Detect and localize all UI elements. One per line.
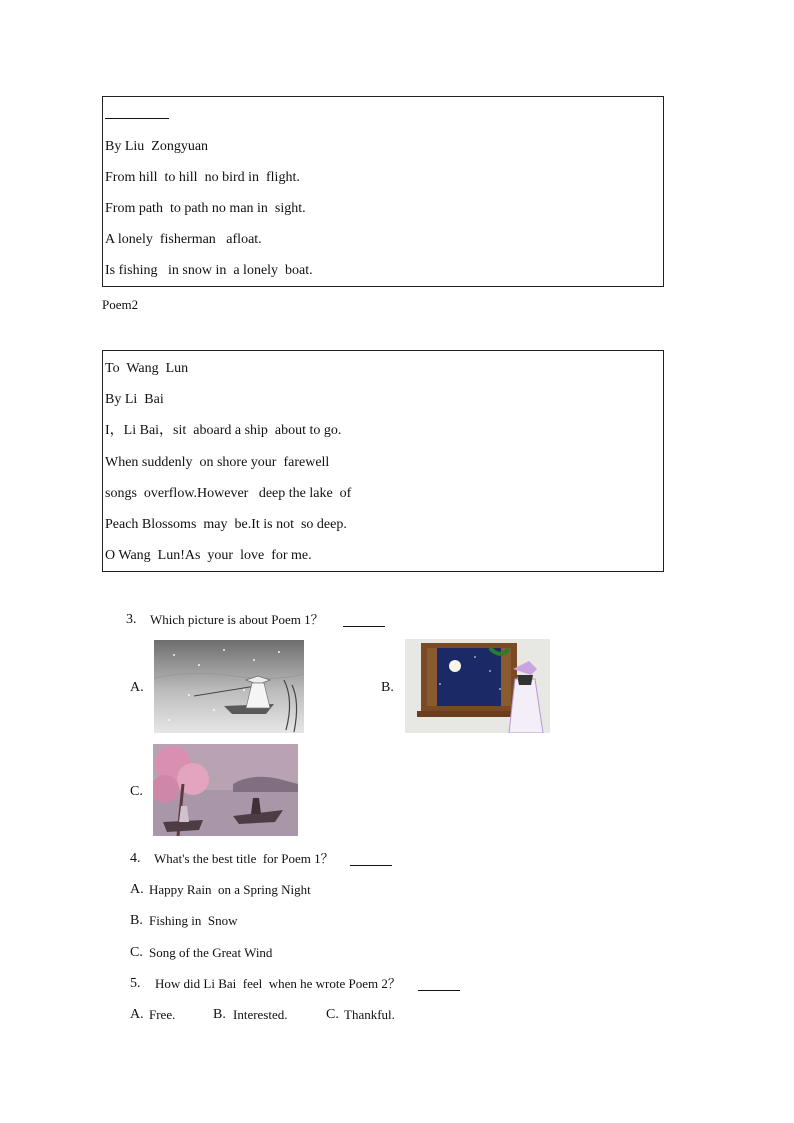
moonlit-window-picture[interactable] bbox=[405, 639, 550, 733]
question-4-option-c-text[interactable]: Song of the Great Wind bbox=[149, 945, 273, 960]
question-4-option-b-letter: B. bbox=[130, 913, 143, 928]
question-3-number: 3. bbox=[126, 612, 137, 627]
poem1-title-blank bbox=[105, 118, 169, 119]
question-5-option-a-letter: A. bbox=[130, 1007, 144, 1022]
poem2-label: Poem2 bbox=[102, 297, 139, 312]
question-4-option-a-letter: A. bbox=[130, 882, 144, 897]
question-4-answer-blank[interactable] bbox=[350, 865, 392, 866]
question-5-option-c-text[interactable]: Thankful. bbox=[344, 1007, 395, 1022]
poem2-line-2: When suddenly on shore your farewell bbox=[105, 455, 330, 470]
question-5-option-a-text[interactable]: Free. bbox=[149, 1007, 176, 1022]
poem2-line-5: O Wang Lun!As your love for me. bbox=[105, 548, 312, 563]
poem2-title: To Wang Lun bbox=[105, 361, 189, 376]
question-5-number: 5. bbox=[130, 976, 141, 991]
question-4-number: 4. bbox=[130, 851, 141, 866]
question-3-option-a-letter: A. bbox=[130, 680, 144, 695]
poem2-line-3: songs overflow.However deep the lake of bbox=[105, 486, 352, 501]
snow-fishing-picture[interactable] bbox=[154, 640, 304, 733]
poem1-box bbox=[102, 96, 664, 287]
question-5-text: How did Li Bai feel when he wrote Poem 2？ bbox=[155, 976, 401, 991]
poem2-author: By Li Bai bbox=[105, 392, 164, 407]
question-4-option-c-letter: C. bbox=[130, 945, 143, 960]
poem1-line-1: From hill to hill no bird in flight. bbox=[105, 170, 300, 185]
question-3-text: Which picture is about Poem 1？ bbox=[150, 612, 324, 627]
question-5-option-b-text[interactable]: Interested. bbox=[233, 1007, 288, 1022]
question-3-answer-blank[interactable] bbox=[343, 626, 385, 627]
poem1-line-4: Is fishing in snow in a lonely boat. bbox=[105, 263, 313, 278]
poem1-line-2: From path to path no man in sight. bbox=[105, 201, 306, 216]
question-3-option-c-letter: C. bbox=[130, 784, 143, 799]
question-3-option-b-letter: B. bbox=[381, 680, 394, 695]
poem1-line-3: A lonely fisherman afloat. bbox=[105, 232, 262, 247]
poem2-box bbox=[102, 350, 664, 572]
question-4-option-a-text[interactable]: Happy Rain on a Spring Night bbox=[149, 882, 311, 897]
poem1-author: By Liu Zongyuan bbox=[105, 139, 209, 154]
peach-blossom-boat-picture[interactable] bbox=[153, 744, 298, 836]
question-5-option-c-letter: C. bbox=[326, 1007, 339, 1022]
question-4-option-b-text[interactable]: Fishing in Snow bbox=[149, 913, 238, 928]
question-4-text: What's the best title for Poem 1？ bbox=[154, 851, 334, 866]
question-5-option-b-letter: B. bbox=[213, 1007, 226, 1022]
question-5-answer-blank[interactable] bbox=[418, 990, 460, 991]
poem2-line-1: I，Li Bai，sit aboard a ship about to go. bbox=[105, 423, 342, 438]
poem2-line-4: Peach Blossoms may be.It is not so deep. bbox=[105, 517, 347, 532]
